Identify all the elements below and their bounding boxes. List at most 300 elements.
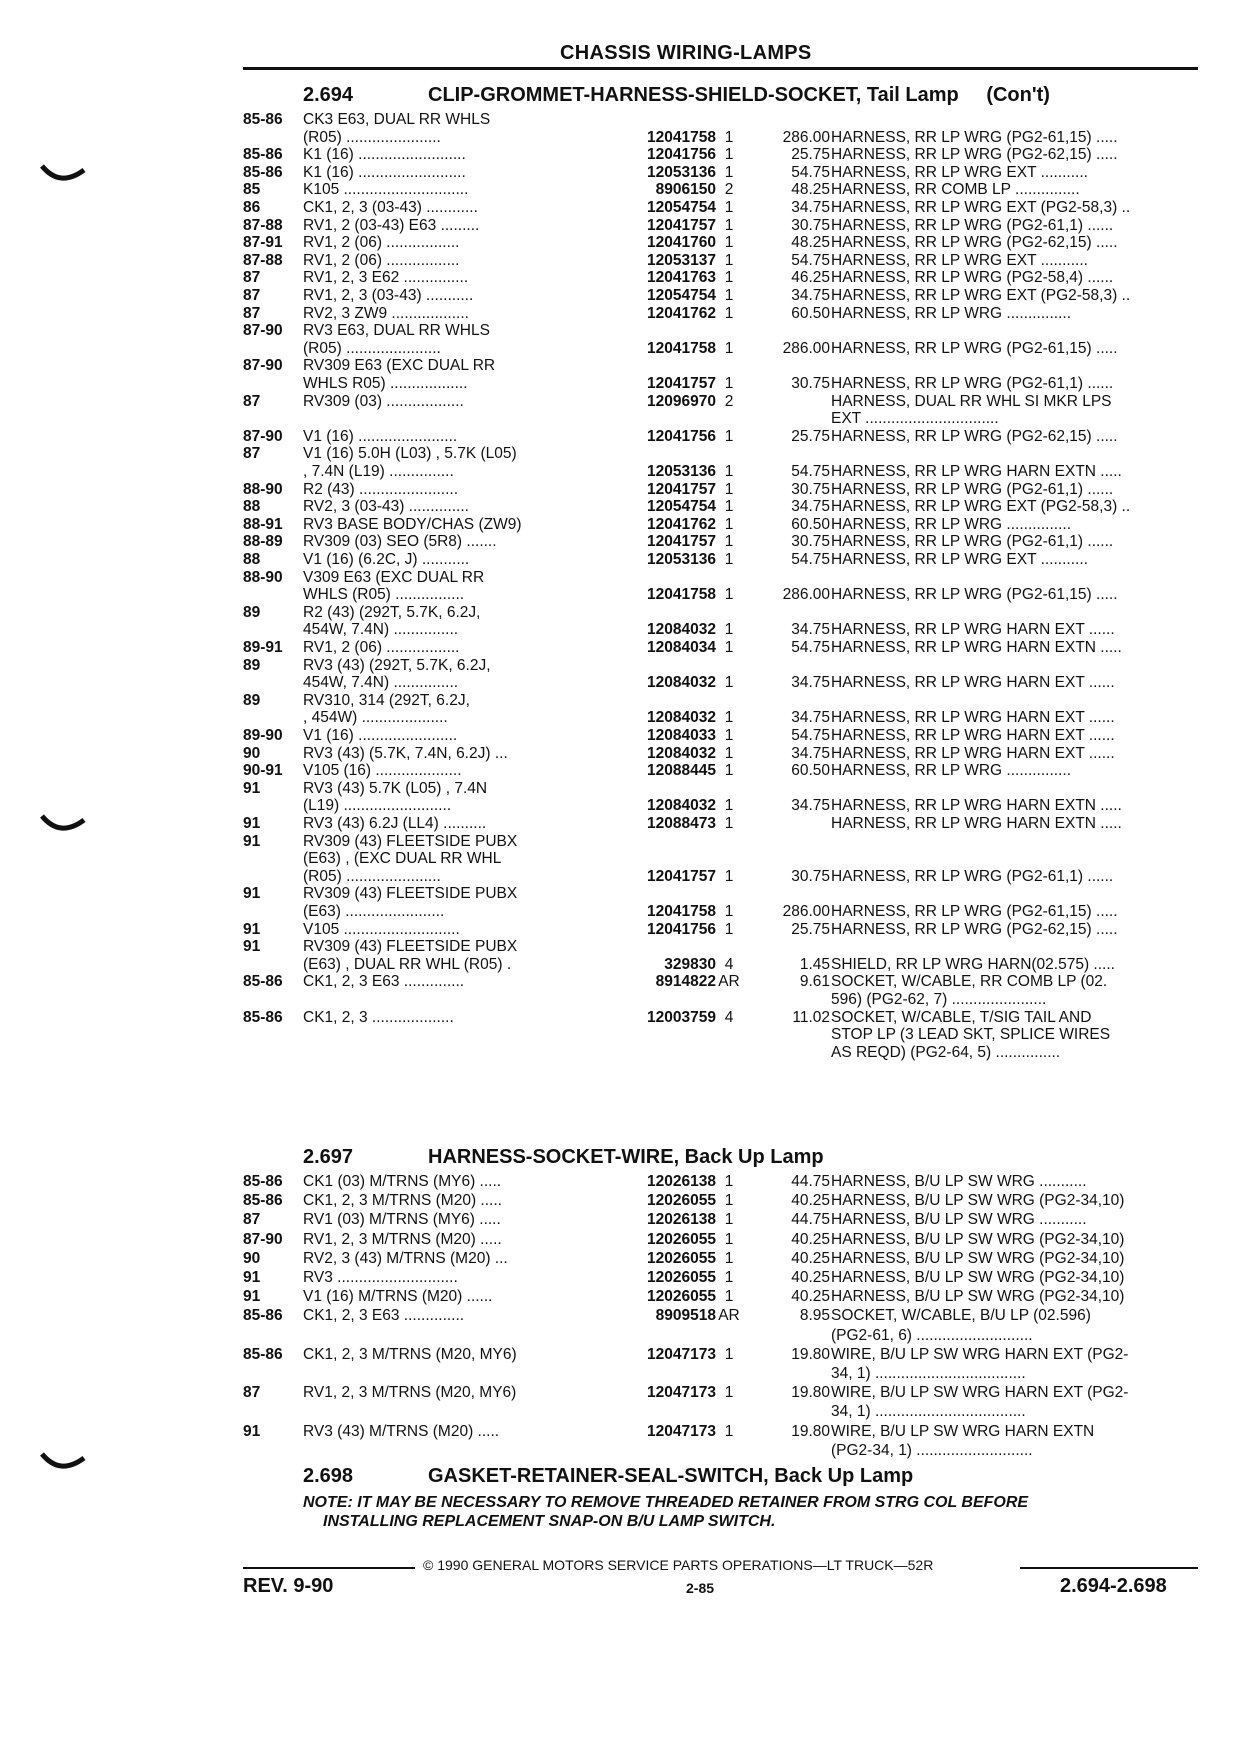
part-number-cell: 12041757 — [647, 480, 716, 498]
description-cell: HARNESS, RR LP WRG (PG2-61,15) ..... — [831, 586, 1118, 604]
description-cell: (PG2-61, 6) ........................... — [831, 1326, 1033, 1344]
quantity-cell: 4 — [724, 1008, 734, 1026]
part-number-cell: 12026055 — [647, 1192, 716, 1210]
application-cell: RV2, 3 ZW9 .................. — [303, 304, 469, 322]
application-cell: RV2, 3 (03-43) .............. — [303, 498, 469, 516]
application-cell: RV1, 2, 3 M/TRNS (M20) ..... — [303, 1230, 502, 1248]
application-cell: RV1, 2, 3 E62 ............... — [303, 269, 469, 287]
part-number-cell: 12084032 — [647, 744, 716, 762]
part-number-cell: 12041756 — [647, 427, 716, 445]
part-number-cell: 12054754 — [647, 498, 716, 516]
table-row — [243, 233, 1198, 252]
application-cell: CK1 (03) M/TRNS (MY6) ..... — [303, 1173, 502, 1190]
application-cell: 454W, 7.4N) ............... — [303, 674, 459, 692]
year-cell: 85-86 — [243, 1192, 283, 1210]
table-row — [243, 356, 1198, 375]
part-number-cell: 12041760 — [647, 234, 716, 252]
price-cell: 40.25 — [791, 1288, 830, 1306]
quantity-cell: 1 — [724, 199, 734, 216]
table-row — [243, 1268, 1198, 1287]
price-cell: 34.75 — [791, 498, 830, 516]
table-row — [243, 726, 1198, 745]
table-row — [243, 884, 1198, 903]
application-cell: RV309 E63 (EXC DUAL RR — [303, 357, 496, 375]
price-cell: 40.25 — [791, 1230, 830, 1248]
description-cell: HARNESS, RR LP WRG HARN EXT ...... — [831, 621, 1115, 639]
table-row — [243, 920, 1198, 939]
note-line-1: NOTE: IT MAY BE NECESSARY TO REMOVE THREADED RETAINER FROM STRG COL BEFORE — [303, 1494, 1029, 1511]
description-cell: 34, 1) ................................... — [831, 1403, 1026, 1421]
part-number-cell: 12053137 — [647, 251, 716, 269]
quantity-cell: 1 — [724, 762, 734, 780]
year-cell: 90 — [243, 744, 261, 762]
application-cell: (E63) ....................... — [303, 903, 445, 920]
table-row — [243, 638, 1198, 657]
year-cell: 85-86 — [243, 111, 283, 128]
quantity-cell: 1 — [724, 797, 734, 815]
table-row — [243, 198, 1198, 217]
price-cell: 44.75 — [791, 1173, 830, 1190]
application-cell: RV3 BASE BODY/CHAS (ZW9) — [303, 515, 522, 533]
table-row — [243, 286, 1198, 305]
year-cell: 88-89 — [243, 533, 283, 551]
application-cell: RV309 (43) FLEETSIDE PUBX — [303, 885, 518, 903]
application-cell: V1 (16) ....................... — [303, 427, 458, 445]
footer-copyright: © 1990 GENERAL MOTORS SERVICE PARTS OPERATIONS—LT TRUCK—52R — [423, 1557, 934, 1573]
quantity-cell: 1 — [724, 867, 734, 885]
year-cell: 85-86 — [243, 146, 283, 164]
year-cell: 87-88 — [243, 251, 283, 269]
application-cell: RV1 (03) M/TRNS (MY6) ..... — [303, 1211, 501, 1229]
application-cell: R2 (43) ....................... — [303, 480, 459, 498]
description-cell: HARNESS, DUAL RR WHL SI MKR LPS — [831, 392, 1112, 410]
table-row — [243, 268, 1198, 287]
quantity-cell: 1 — [724, 128, 734, 146]
quantity-cell: 1 — [724, 903, 734, 920]
application-cell: RV2, 3 (43) M/TRNS (M20) ... — [303, 1249, 508, 1267]
application-cell: V1 (16) M/TRNS (M20) ...... — [303, 1288, 493, 1306]
table-row — [243, 1306, 1198, 1325]
table-row — [243, 515, 1198, 534]
part-number-cell: 8906150 — [655, 181, 716, 199]
quantity-cell: 1 — [724, 498, 734, 516]
quantity-cell: 1 — [724, 515, 734, 533]
price-cell: 54.75 — [791, 463, 830, 480]
quantity-cell: 4 — [724, 955, 734, 973]
description-cell: HARNESS, B/U LP SW WRG (PG2-34,10) — [831, 1269, 1125, 1286]
section-title: GASKET-RETAINER-SEAL-SWITCH, Back Up Lamp — [428, 1465, 914, 1487]
application-cell: RV3 (43) (292T, 5.7K, 6.2J, — [303, 656, 491, 674]
application-cell: WHLS (R05) ................ — [303, 586, 465, 604]
part-number-cell: 12084032 — [647, 674, 716, 692]
part-number-cell: 12041762 — [647, 515, 716, 533]
application-cell: , 7.4N (L19) ............... — [303, 463, 454, 480]
table-row — [243, 937, 1198, 956]
description-cell: HARNESS, RR LP WRG EXT ........... — [831, 163, 1088, 181]
table-row — [243, 497, 1198, 516]
table-row — [243, 216, 1198, 235]
application-cell: CK1, 2, 3 E63 .............. — [303, 1307, 465, 1325]
price-cell: 30.75 — [791, 216, 830, 234]
table-row — [243, 392, 1198, 411]
table-row — [243, 673, 1198, 692]
application-cell: V309 E63 (EXC DUAL RR — [303, 568, 485, 586]
price-cell: 34.75 — [791, 621, 830, 639]
year-cell: 89-90 — [243, 727, 283, 744]
price-cell: 19.80 — [791, 1345, 830, 1363]
quantity-cell: 1 — [724, 480, 734, 498]
application-cell: RV309 (03) .................. — [303, 392, 464, 410]
quantity-cell: AR — [718, 1307, 740, 1325]
quantity-cell: 2 — [724, 392, 734, 410]
table-row — [243, 145, 1198, 164]
part-number-cell: 12041762 — [647, 304, 716, 322]
description-cell: HARNESS, B/U LP SW WRG (PG2-34,10) — [831, 1230, 1125, 1248]
section-2697-heading — [243, 1146, 824, 1169]
footer-rule-right — [1020, 1567, 1198, 1569]
description-cell: HARNESS, RR LP WRG (PG2-62,15) ..... — [831, 146, 1118, 164]
table-row — [243, 163, 1198, 182]
price-cell: 19.80 — [791, 1422, 830, 1440]
table-row — [243, 744, 1198, 763]
table-row — [243, 304, 1198, 323]
table-row — [243, 1008, 1198, 1027]
price-cell: 48.25 — [791, 181, 830, 199]
table-row — [243, 321, 1198, 340]
application-cell: CK1, 2, 3 E63 .............. — [303, 973, 465, 991]
year-cell: 91 — [243, 885, 261, 903]
table-row — [243, 550, 1198, 569]
price-cell: 34.75 — [791, 199, 830, 216]
section-suffix: (Con't) — [986, 84, 1050, 106]
price-cell: 286.00 — [782, 339, 830, 357]
table-row — [243, 444, 1198, 463]
description-cell: WIRE, B/U LP SW WRG HARN EXT (PG2- — [831, 1345, 1129, 1363]
table-row — [243, 814, 1198, 833]
description-cell: 34, 1) ................................... — [831, 1365, 1026, 1382]
year-cell: 86 — [243, 199, 261, 216]
part-number-cell: 8914822 — [655, 973, 716, 991]
application-cell: V105 ........................... — [303, 920, 460, 938]
year-cell: 87-90 — [243, 322, 283, 340]
section-number: 2.694 — [303, 84, 354, 106]
application-cell: RV310, 314 (292T, 6.2J, — [303, 691, 470, 709]
part-number-cell: 12053136 — [647, 163, 716, 181]
quantity-cell: 1 — [724, 621, 734, 639]
quantity-cell: 1 — [724, 551, 734, 568]
section-range: 2.694-2.698 — [1060, 1575, 1167, 1597]
year-cell: 85 — [243, 181, 261, 199]
year-cell: 87 — [243, 287, 261, 304]
description-cell: HARNESS, RR LP WRG (PG2-58,4) ...... — [831, 269, 1114, 287]
part-number-cell: 12088473 — [647, 815, 716, 832]
table-row — [243, 1422, 1198, 1441]
quantity-cell: 1 — [724, 251, 734, 269]
year-cell: 87 — [243, 445, 261, 463]
price-cell: 54.75 — [791, 163, 830, 181]
application-cell: RV3 (43) M/TRNS (M20) ..... — [303, 1422, 500, 1440]
part-number-cell: 12084032 — [647, 621, 716, 639]
table-row — [243, 1191, 1198, 1210]
price-cell: 54.75 — [791, 727, 830, 744]
table-row — [243, 374, 1198, 393]
description-cell: (PG2-34, 1) ........................... — [831, 1441, 1033, 1459]
part-number-cell: 12003759 — [647, 1008, 716, 1026]
part-number-cell: 12088445 — [647, 762, 716, 780]
part-number-cell: 12041763 — [647, 269, 716, 287]
part-number-cell: 12026138 — [647, 1211, 716, 1229]
description-cell: HARNESS, RR LP WRG (PG2-61,15) ..... — [831, 339, 1118, 357]
year-cell: 87 — [243, 269, 261, 287]
description-cell: HARNESS, RR LP WRG (PG2-61,1) ...... — [831, 533, 1114, 551]
application-cell: V1 (16) (6.2C, J) ........... — [303, 551, 470, 568]
part-number-cell: 12047173 — [647, 1422, 716, 1440]
price-cell: 30.75 — [791, 375, 830, 392]
part-number-cell: 12026055 — [647, 1230, 716, 1248]
year-cell: 88-91 — [243, 515, 283, 533]
description-cell: HARNESS, RR LP WRG (PG2-61,15) ..... — [831, 903, 1118, 920]
description-cell: STOP LP (3 LEAD SKT, SPLICE WIRES — [831, 1026, 1111, 1044]
part-number-cell: 12041757 — [647, 375, 716, 392]
table-row — [243, 110, 1198, 129]
part-number-cell: 12041757 — [647, 216, 716, 234]
table-row — [243, 990, 1198, 1009]
description-cell: HARNESS, RR LP WRG (PG2-62,15) ..... — [831, 427, 1118, 445]
quantity-cell: 1 — [724, 744, 734, 762]
year-cell: 89 — [243, 656, 261, 674]
table-row — [243, 779, 1198, 798]
table-row — [243, 1249, 1198, 1268]
part-number-cell: 12041758 — [647, 586, 716, 604]
application-cell: RV309 (03) SEO (5R8) ....... — [303, 533, 497, 551]
price-cell: 40.25 — [791, 1269, 830, 1286]
price-cell: 1.45 — [799, 955, 830, 973]
description-cell: HARNESS, RR COMB LP ............... — [831, 181, 1080, 199]
price-cell: 8.95 — [799, 1307, 830, 1325]
application-cell: RV309 (43) FLEETSIDE PUBX — [303, 938, 518, 956]
application-cell: 454W, 7.4N) ............... — [303, 621, 459, 639]
description-cell: HARNESS, RR LP WRG HARN EXT ...... — [831, 674, 1115, 692]
part-number-cell: 12096970 — [647, 392, 716, 410]
quantity-cell: 1 — [724, 920, 734, 938]
description-cell: HARNESS, RR LP WRG HARN EXT ...... — [831, 744, 1115, 762]
part-number-cell: 8909518 — [655, 1307, 716, 1325]
table-row — [243, 251, 1198, 270]
year-cell: 87-90 — [243, 357, 283, 375]
table-row — [243, 972, 1198, 991]
quantity-cell: 1 — [724, 1192, 734, 1210]
table-row — [243, 180, 1198, 199]
application-cell: WHLS R05) .................. — [303, 375, 468, 392]
year-cell: 89-91 — [243, 639, 283, 656]
quantity-cell: 1 — [724, 1211, 734, 1229]
description-cell: SOCKET, W/CABLE, B/U LP (02.596) — [831, 1307, 1091, 1325]
application-cell: V1 (16) 5.0H (L03) , 5.7K (L05) — [303, 445, 517, 463]
table-row — [243, 339, 1198, 358]
footer-rule-left — [243, 1567, 415, 1569]
section-2698-heading — [243, 1465, 913, 1488]
table-row — [243, 1172, 1198, 1191]
description-cell: EXT ............................... — [831, 410, 999, 428]
description-cell: HARNESS, RR LP WRG HARN EXTN ..... — [831, 797, 1122, 815]
description-cell: HARNESS, RR LP WRG EXT ........... — [831, 551, 1088, 568]
year-cell: 87-88 — [243, 216, 283, 234]
quantity-cell: 1 — [724, 304, 734, 322]
year-cell: 91 — [243, 938, 261, 956]
description-cell: HARNESS, RR LP WRG HARN EXTN ..... — [831, 639, 1122, 656]
application-cell: (E63) , DUAL RR WHL (R05) . — [303, 955, 512, 973]
table-row — [243, 568, 1198, 587]
application-cell: (E63) , (EXC DUAL RR WHL — [303, 850, 502, 868]
description-cell: HARNESS, B/U LP SW WRG (PG2-34,10) — [831, 1288, 1125, 1306]
table-row — [243, 1287, 1198, 1306]
quantity-cell: 1 — [724, 1345, 734, 1363]
application-cell: K1 (16) ......................... — [303, 163, 466, 181]
quantity-cell: 1 — [724, 427, 734, 445]
application-cell: V105 (16) .................... — [303, 762, 462, 780]
application-cell: RV1, 2, 3 M/TRNS (M20, MY6) — [303, 1384, 517, 1402]
part-number-cell: 12041758 — [647, 128, 716, 146]
price-cell: 60.50 — [791, 762, 830, 780]
header-rule — [243, 67, 1198, 70]
binder-hole-mark-3 — [38, 1448, 88, 1478]
part-number-cell: 12041756 — [647, 146, 716, 164]
description-cell: HARNESS, RR LP WRG ............... — [831, 762, 1072, 780]
price-cell: 60.50 — [791, 515, 830, 533]
table-row — [243, 620, 1198, 639]
description-cell: HARNESS, RR LP WRG HARN EXTN ..... — [831, 815, 1122, 832]
table-row — [243, 1364, 1198, 1383]
quantity-cell: 1 — [724, 639, 734, 656]
description-cell: HARNESS, RR LP WRG (PG2-61,1) ...... — [831, 480, 1114, 498]
application-cell: V1 (16) ....................... — [303, 727, 458, 744]
part-number-cell: 12041758 — [647, 339, 716, 357]
quantity-cell: 1 — [724, 216, 734, 234]
price-cell: 48.25 — [791, 234, 830, 252]
price-cell: 34.75 — [791, 287, 830, 304]
quantity-cell: 1 — [724, 674, 734, 692]
price-cell: 286.00 — [782, 128, 830, 146]
year-cell: 87 — [243, 1384, 261, 1402]
quantity-cell: 1 — [724, 375, 734, 392]
quantity-cell: 1 — [724, 287, 734, 304]
quantity-cell: 1 — [724, 1249, 734, 1267]
price-cell: 34.75 — [791, 797, 830, 815]
quantity-cell: 1 — [724, 815, 734, 832]
description-cell: HARNESS, RR LP WRG (PG2-62,15) ..... — [831, 920, 1118, 938]
description-cell: HARNESS, B/U LP SW WRG ........... — [831, 1173, 1087, 1190]
application-cell: , 454W) .................... — [303, 709, 448, 727]
description-cell: SOCKET, W/CABLE, RR COMB LP (02. — [831, 973, 1108, 991]
price-cell: 44.75 — [791, 1211, 830, 1229]
price-cell: 286.00 — [782, 903, 830, 920]
table-row — [243, 1326, 1198, 1345]
year-cell: 87 — [243, 392, 261, 410]
price-cell: 40.25 — [791, 1249, 830, 1267]
quantity-cell: 1 — [724, 586, 734, 604]
price-cell: 30.75 — [791, 533, 830, 551]
description-cell: WIRE, B/U LP SW WRG HARN EXT (PG2- — [831, 1384, 1129, 1402]
table-row — [243, 832, 1198, 851]
year-cell: 87 — [243, 304, 261, 322]
table-row — [243, 796, 1198, 815]
year-cell: 91 — [243, 815, 261, 832]
table-row — [243, 603, 1198, 622]
description-cell: HARNESS, RR LP WRG ............... — [831, 304, 1072, 322]
table-row — [243, 1345, 1198, 1364]
year-cell: 89 — [243, 603, 261, 621]
application-cell: (L19) ......................... — [303, 797, 452, 815]
part-number-cell: 12041756 — [647, 920, 716, 938]
description-cell: HARNESS, RR LP WRG HARN EXT ...... — [831, 709, 1115, 727]
part-number-cell: 12026055 — [647, 1269, 716, 1286]
table-row — [243, 708, 1198, 727]
application-cell: RV3 (43) 6.2J (LL4) .......... — [303, 815, 487, 832]
application-cell: RV3 (43) 5.7K (L05) , 7.4N — [303, 779, 488, 797]
application-cell: CK1, 2, 3 M/TRNS (M20) ..... — [303, 1192, 502, 1210]
quantity-cell: 2 — [724, 181, 734, 199]
description-cell: HARNESS, B/U LP SW WRG (PG2-34,10) — [831, 1249, 1125, 1267]
application-cell: RV3 (43) (5.7K, 7.4N, 6.2J) ... — [303, 744, 508, 762]
table-row — [243, 409, 1198, 428]
year-cell: 85-86 — [243, 1307, 283, 1325]
table-row — [243, 1383, 1198, 1402]
year-cell: 91 — [243, 832, 261, 850]
application-cell: CK1, 2, 3 (03-43) ............ — [303, 199, 478, 216]
description-cell: SHIELD, RR LP WRG HARN(02.575) ..... — [831, 955, 1115, 973]
year-cell: 90-91 — [243, 762, 283, 780]
description-cell: WIRE, B/U LP SW WRG HARN EXTN — [831, 1422, 1095, 1440]
price-cell: 286.00 — [782, 586, 830, 604]
year-cell: 85-86 — [243, 1173, 283, 1190]
table-row — [243, 761, 1198, 780]
year-cell: 87-90 — [243, 427, 283, 445]
quantity-cell: 1 — [724, 1230, 734, 1248]
description-cell: HARNESS, RR LP WRG HARN EXT ...... — [831, 727, 1115, 744]
year-cell: 88 — [243, 498, 261, 516]
application-cell: RV1, 2, 3 (03-43) ........... — [303, 287, 474, 304]
year-cell: 85-86 — [243, 163, 283, 181]
application-cell: RV3 ............................ — [303, 1269, 458, 1286]
year-cell: 85-86 — [243, 1008, 283, 1026]
quantity-cell: 1 — [724, 1173, 734, 1190]
price-cell: 34.75 — [791, 709, 830, 727]
application-cell: K1 (16) ......................... — [303, 146, 466, 164]
description-cell: HARNESS, RR LP WRG (PG2-61,15) ..... — [831, 128, 1118, 146]
binder-hole-mark-1 — [38, 160, 88, 190]
price-cell: 25.75 — [791, 920, 830, 938]
description-cell: HARNESS, RR LP WRG HARN EXTN ..... — [831, 463, 1122, 480]
part-number-cell: 12041758 — [647, 903, 716, 920]
quantity-cell: 1 — [724, 1384, 734, 1402]
part-number-cell: 12084034 — [647, 639, 716, 656]
quantity-cell: 1 — [724, 339, 734, 357]
part-number-cell: 329830 — [664, 955, 716, 973]
section-number: 2.697 — [303, 1146, 354, 1168]
table-row — [243, 955, 1198, 974]
year-cell: 85-86 — [243, 973, 283, 991]
year-cell: 87-90 — [243, 1230, 283, 1248]
part-number-cell: 12084032 — [647, 797, 716, 815]
description-cell: HARNESS, B/U LP SW WRG ........... — [831, 1211, 1087, 1229]
part-number-cell: 12054754 — [647, 199, 716, 216]
table-row — [243, 1043, 1198, 1062]
year-cell: 87-91 — [243, 234, 283, 252]
quantity-cell: 1 — [724, 709, 734, 727]
year-cell: 91 — [243, 1288, 261, 1306]
application-cell: RV309 (43) FLEETSIDE PUBX — [303, 832, 518, 850]
price-cell: 30.75 — [791, 867, 830, 885]
